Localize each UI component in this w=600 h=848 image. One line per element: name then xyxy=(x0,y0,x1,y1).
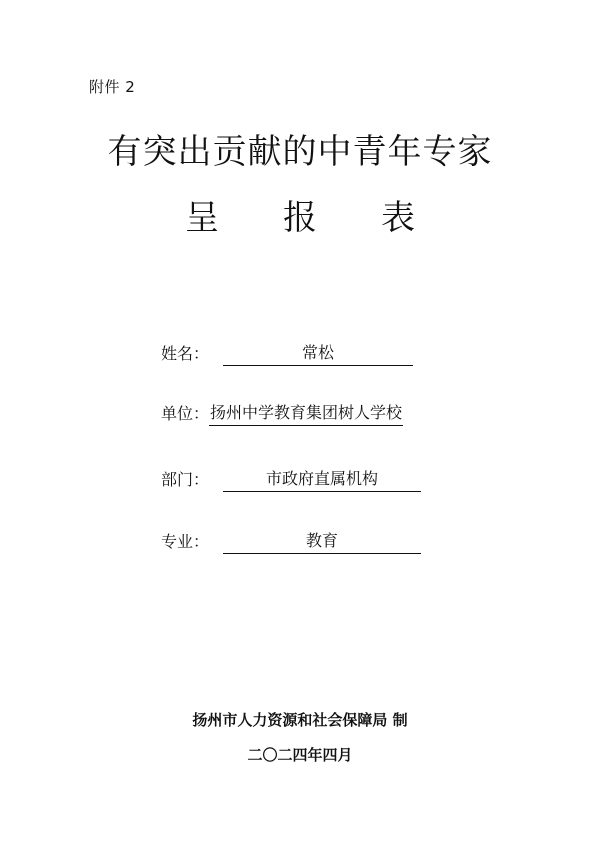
subtitle-char: 报 xyxy=(283,198,317,238)
attachment-label: 附件 2 xyxy=(89,78,136,96)
document-title: 有突出贡献的中青年专家 xyxy=(107,132,493,172)
name-label: 姓名： xyxy=(161,344,210,363)
department-value: 市政府直属机构 xyxy=(223,467,421,492)
department-label: 部门： xyxy=(161,470,210,489)
name-value: 常松 xyxy=(223,341,413,366)
specialty-value: 教育 xyxy=(223,529,421,554)
unit-label: 单位： xyxy=(161,404,210,423)
department-field xyxy=(161,467,421,493)
specialty-label: 专业： xyxy=(161,532,210,551)
subtitle-char: 呈 xyxy=(185,198,219,238)
unit-field xyxy=(161,401,403,427)
document-subtitle xyxy=(0,190,600,239)
unit-value: 扬州中学教育集团树人学校 xyxy=(209,401,403,426)
issue-date: 二〇二四年四月 xyxy=(247,746,353,764)
issuer-line: 扬州市人力资源和社会保障局 制 xyxy=(192,711,408,729)
subtitle-char: 表 xyxy=(381,198,415,238)
name-field xyxy=(161,341,413,367)
specialty-field xyxy=(161,529,421,555)
